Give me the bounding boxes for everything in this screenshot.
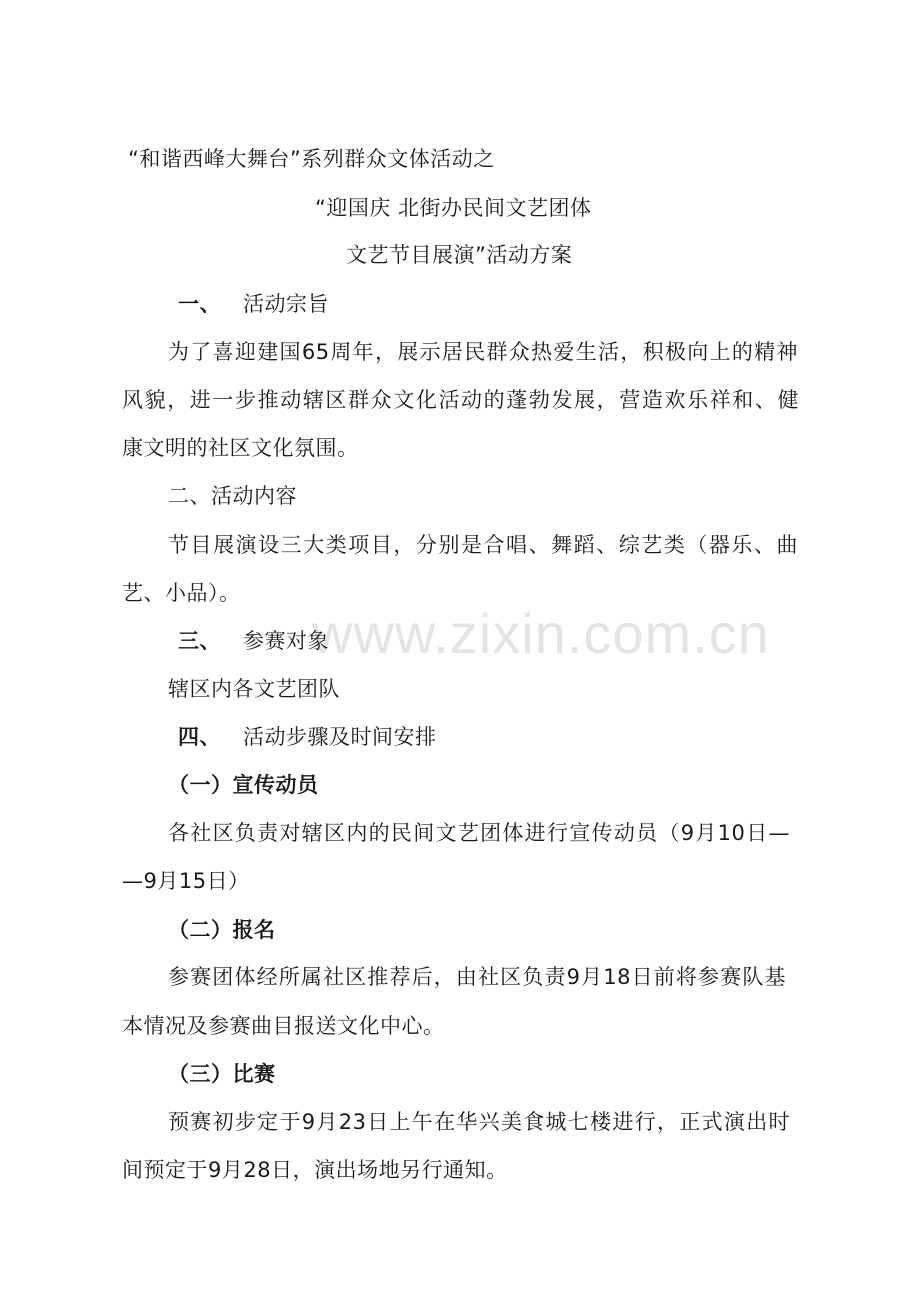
paragraph-line: 参赛团体经所属社区推荐后，由社区负责9月18日前将参赛队基: [168, 965, 786, 989]
section-title: 活动步骤及时间安排: [243, 725, 437, 749]
section-heading-3: [178, 626, 329, 656]
paragraph-line: 各社区负责对辖区内的民间文艺团体进行宣传动员（9月10日—: [168, 821, 790, 845]
title-line-1: “和谐西峰大舞台”系列群众文体活动之: [128, 147, 495, 171]
section-number: 一、: [178, 292, 221, 316]
section-heading-4: [178, 722, 437, 752]
section-title: 参赛对象: [243, 629, 329, 653]
paragraph-line: 为了喜迎建国65周年，展示居民群众热爱生活，积极向上的精神: [168, 340, 798, 364]
watermark: www.zixin.com.cn: [312, 602, 770, 665]
paragraph-line: 节目展演设三大类项目，分别是合唱、舞蹈、综艺类（器乐、曲: [168, 533, 798, 557]
subheading-1: （一）宣传动员: [168, 773, 319, 797]
section-number: 三、: [178, 629, 221, 653]
section-number: 四、: [178, 725, 221, 749]
subheading-3: （三）比赛: [168, 1062, 276, 1086]
title-line-2: “迎国庆 北街办民间文艺团体: [315, 196, 592, 220]
paragraph-line: 本情况及参赛曲目报送文化中心。: [122, 1014, 445, 1038]
section-heading-2: 二、活动内容: [168, 484, 297, 508]
paragraph-line: 辖区内各文艺团队: [168, 677, 340, 701]
paragraph-line: 艺、小品）。: [122, 581, 241, 605]
title-line-3: 文艺节目展演”活动方案: [346, 243, 573, 267]
paragraph-line: 风貌，进一步推动辖区群众文化活动的蓬勃发展，营造欢乐祥和、健: [122, 388, 799, 412]
paragraph-line: —9月15日）: [122, 869, 250, 893]
paragraph-line: 康文明的社区文化氛围。: [122, 436, 359, 460]
paragraph-line: 预赛初步定于9月23日上午在华兴美食城七楼进行，正式演出时: [168, 1110, 790, 1134]
section-heading-1: [178, 289, 329, 319]
subheading-2: （二）报名: [168, 918, 276, 942]
paragraph-line: 间预定于9月28日，演出场地另行通知。: [122, 1158, 508, 1182]
section-title: 活动宗旨: [243, 292, 329, 316]
